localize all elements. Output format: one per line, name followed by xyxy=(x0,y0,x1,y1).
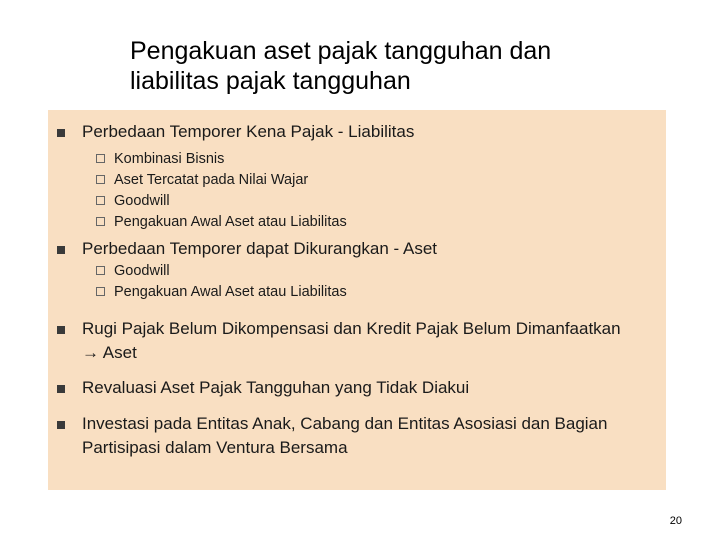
sub-list-item xyxy=(94,149,614,170)
list-item-text: Perbedaan Temporer dapat Dikurangkan - Aset xyxy=(82,239,438,258)
sub-list-item-text: Aset Tercatat pada Nilai Wajar xyxy=(114,172,309,188)
list-item-text: Rugi Pajak Belum Dikompensasi dan Kredit Pajak Belum Dimanfaatkan xyxy=(82,319,621,338)
square-bullet-icon xyxy=(57,326,65,334)
list-item-text-block xyxy=(82,317,657,365)
list-item-text-2: Partisipasi dalam Ventura Bersama xyxy=(82,438,348,457)
sub-list-item-text: Goodwill xyxy=(114,263,170,279)
sub-list-item-text: Pengakuan Awal Aset atau Liabilitas xyxy=(114,214,347,230)
sub-list-item xyxy=(94,282,614,303)
checkbox-bullet-icon xyxy=(96,154,105,163)
page-number: 20 xyxy=(669,515,682,527)
list-item-text: Investasi pada Entitas Anak, Cabang dan Entitas Asosiasi dan Bagian xyxy=(82,414,608,433)
sub-list xyxy=(94,261,614,303)
sub-list-item-text: Pengakuan Awal Aset atau Liabilitas xyxy=(114,284,347,300)
checkbox-bullet-icon xyxy=(96,175,105,184)
square-bullet-icon xyxy=(57,421,65,429)
list-item-text-2: Aset xyxy=(102,343,137,362)
content-panel xyxy=(48,110,666,490)
sub-list-item xyxy=(94,212,614,233)
sub-list-item-text: Kombinasi Bisnis xyxy=(114,151,225,167)
list-item-text-block xyxy=(82,412,657,460)
arrow-right-icon: → xyxy=(82,343,99,362)
checkbox-bullet-icon xyxy=(96,217,105,226)
list-item-text: Revaluasi Aset Pajak Tangguhan yang Tidak Diakui xyxy=(82,378,470,397)
sub-list-item xyxy=(94,261,614,282)
list-item-text: Perbedaan Temporer Kena Pajak - Liabilitas xyxy=(82,122,415,141)
checkbox-bullet-icon xyxy=(96,196,105,205)
slide-title xyxy=(130,36,690,96)
sub-list-item xyxy=(94,191,614,212)
title-line-2: liabilitas pajak tangguhan xyxy=(130,67,411,95)
square-bullet-icon xyxy=(57,129,65,137)
sub-list-item xyxy=(94,170,614,191)
title-line-1: Pengakuan aset pajak tangguhan dan xyxy=(130,37,552,65)
checkbox-bullet-icon xyxy=(96,266,105,275)
square-bullet-icon xyxy=(57,246,65,254)
sub-list-item-text: Goodwill xyxy=(114,193,170,209)
sub-list xyxy=(94,149,614,233)
square-bullet-icon xyxy=(57,385,65,393)
checkbox-bullet-icon xyxy=(96,287,105,296)
list-item-continuation xyxy=(82,341,657,365)
